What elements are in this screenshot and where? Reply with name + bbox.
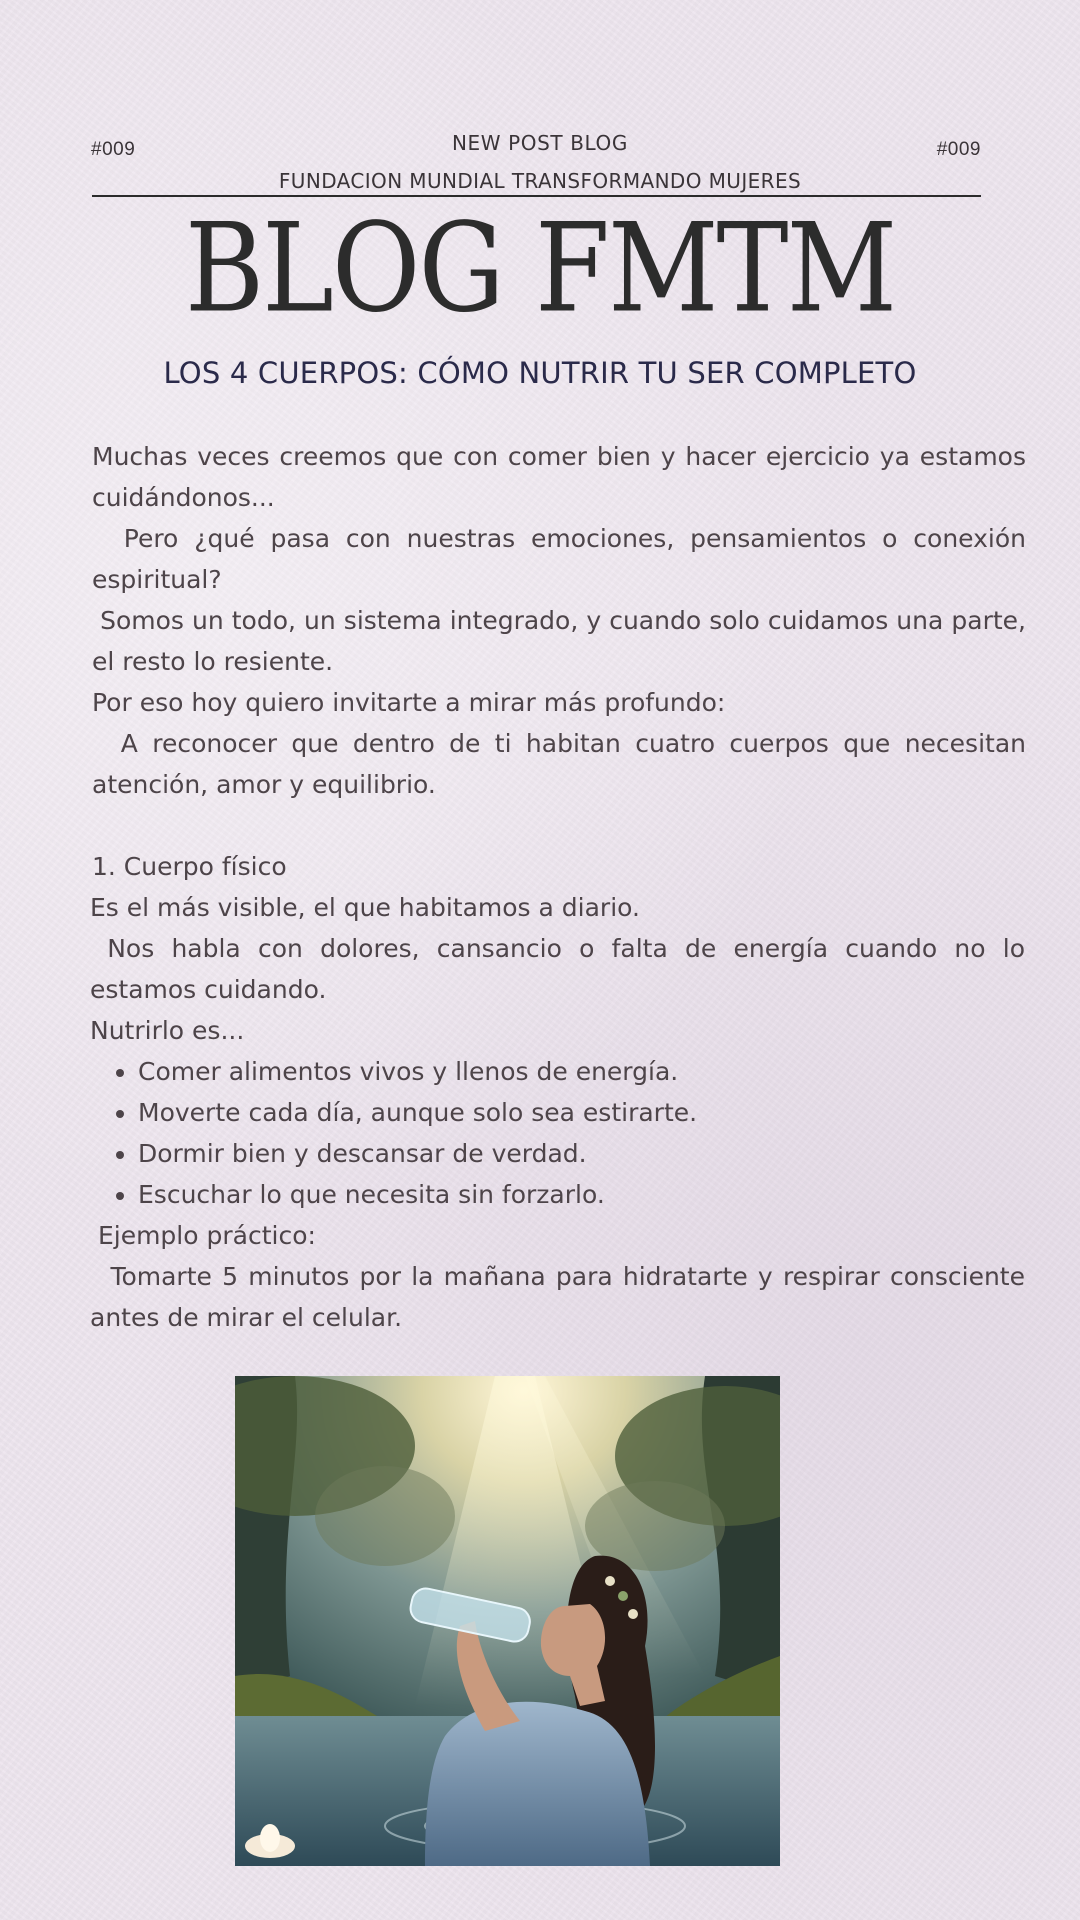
- kicker-label: NEW POST BLOG: [452, 131, 628, 155]
- issue-number-right: #009: [936, 139, 981, 160]
- woman-drinking-water-icon: [235, 1376, 780, 1866]
- intro-paragraph: Muchas veces creemos que con comer bien y hacer ejercicio ya estamos cuidándonos...: [92, 442, 1034, 512]
- list-item: • Dormir bien y descansar de verdad.: [138, 1133, 1025, 1174]
- section-physical-body: [90, 846, 1033, 1338]
- list-item: • Moverte cada día, aunque solo sea estirarte.: [138, 1092, 1025, 1133]
- illustration-woman-drinking-water: [235, 1376, 780, 1866]
- list-item: • Comer alimentos vivos y llenos de energía.: [138, 1051, 1025, 1092]
- nutrition-list: [90, 1051, 1025, 1215]
- post-title: LOS 4 CUERPOS: CÓMO NUTRIR TU SER COMPLETO: [163, 356, 917, 390]
- example-text: Tomarte 5 minutos por la mañana para hidratarte y respirar consciente antes de mirar el celular.: [90, 1262, 1033, 1332]
- section-heading: 1. Cuerpo físico: [92, 852, 287, 881]
- intro-paragraph: Por eso hoy quiero invitarte a mirar más profundo:: [92, 688, 726, 717]
- intro-paragraph: Somos un todo, un sistema integrado, y cuando solo cuidamos una parte, el resto lo resiente.: [92, 606, 1034, 676]
- intro-paragraph: A reconocer que dentro de ti habitan cuatro cuerpos que necesitan atención, amor y equilibrio.: [92, 729, 1034, 799]
- section-paragraph: Nutrirlo es...: [90, 1016, 245, 1045]
- intro-paragraph: Pero ¿qué pasa con nuestras emociones, pensamientos o conexión espiritual?: [92, 524, 1034, 594]
- organization-name: FUNDACION MUNDIAL TRANSFORMANDO MUJERES: [278, 169, 802, 193]
- issue-number-left: #009: [91, 139, 136, 160]
- list-item: • Escuchar lo que necesita sin forzarlo.: [138, 1174, 1025, 1215]
- intro-section: [92, 436, 1034, 805]
- masthead-title: BLOG FMTM: [184, 197, 896, 341]
- example-label: Ejemplo práctico:: [90, 1221, 316, 1250]
- section-paragraph: Es el más visible, el que habitamos a diario.: [90, 893, 640, 922]
- header-divider: [92, 195, 981, 197]
- section-paragraph: Nos habla con dolores, cansancio o falta de energía cuando no lo estamos cuidando.: [90, 934, 1033, 1004]
